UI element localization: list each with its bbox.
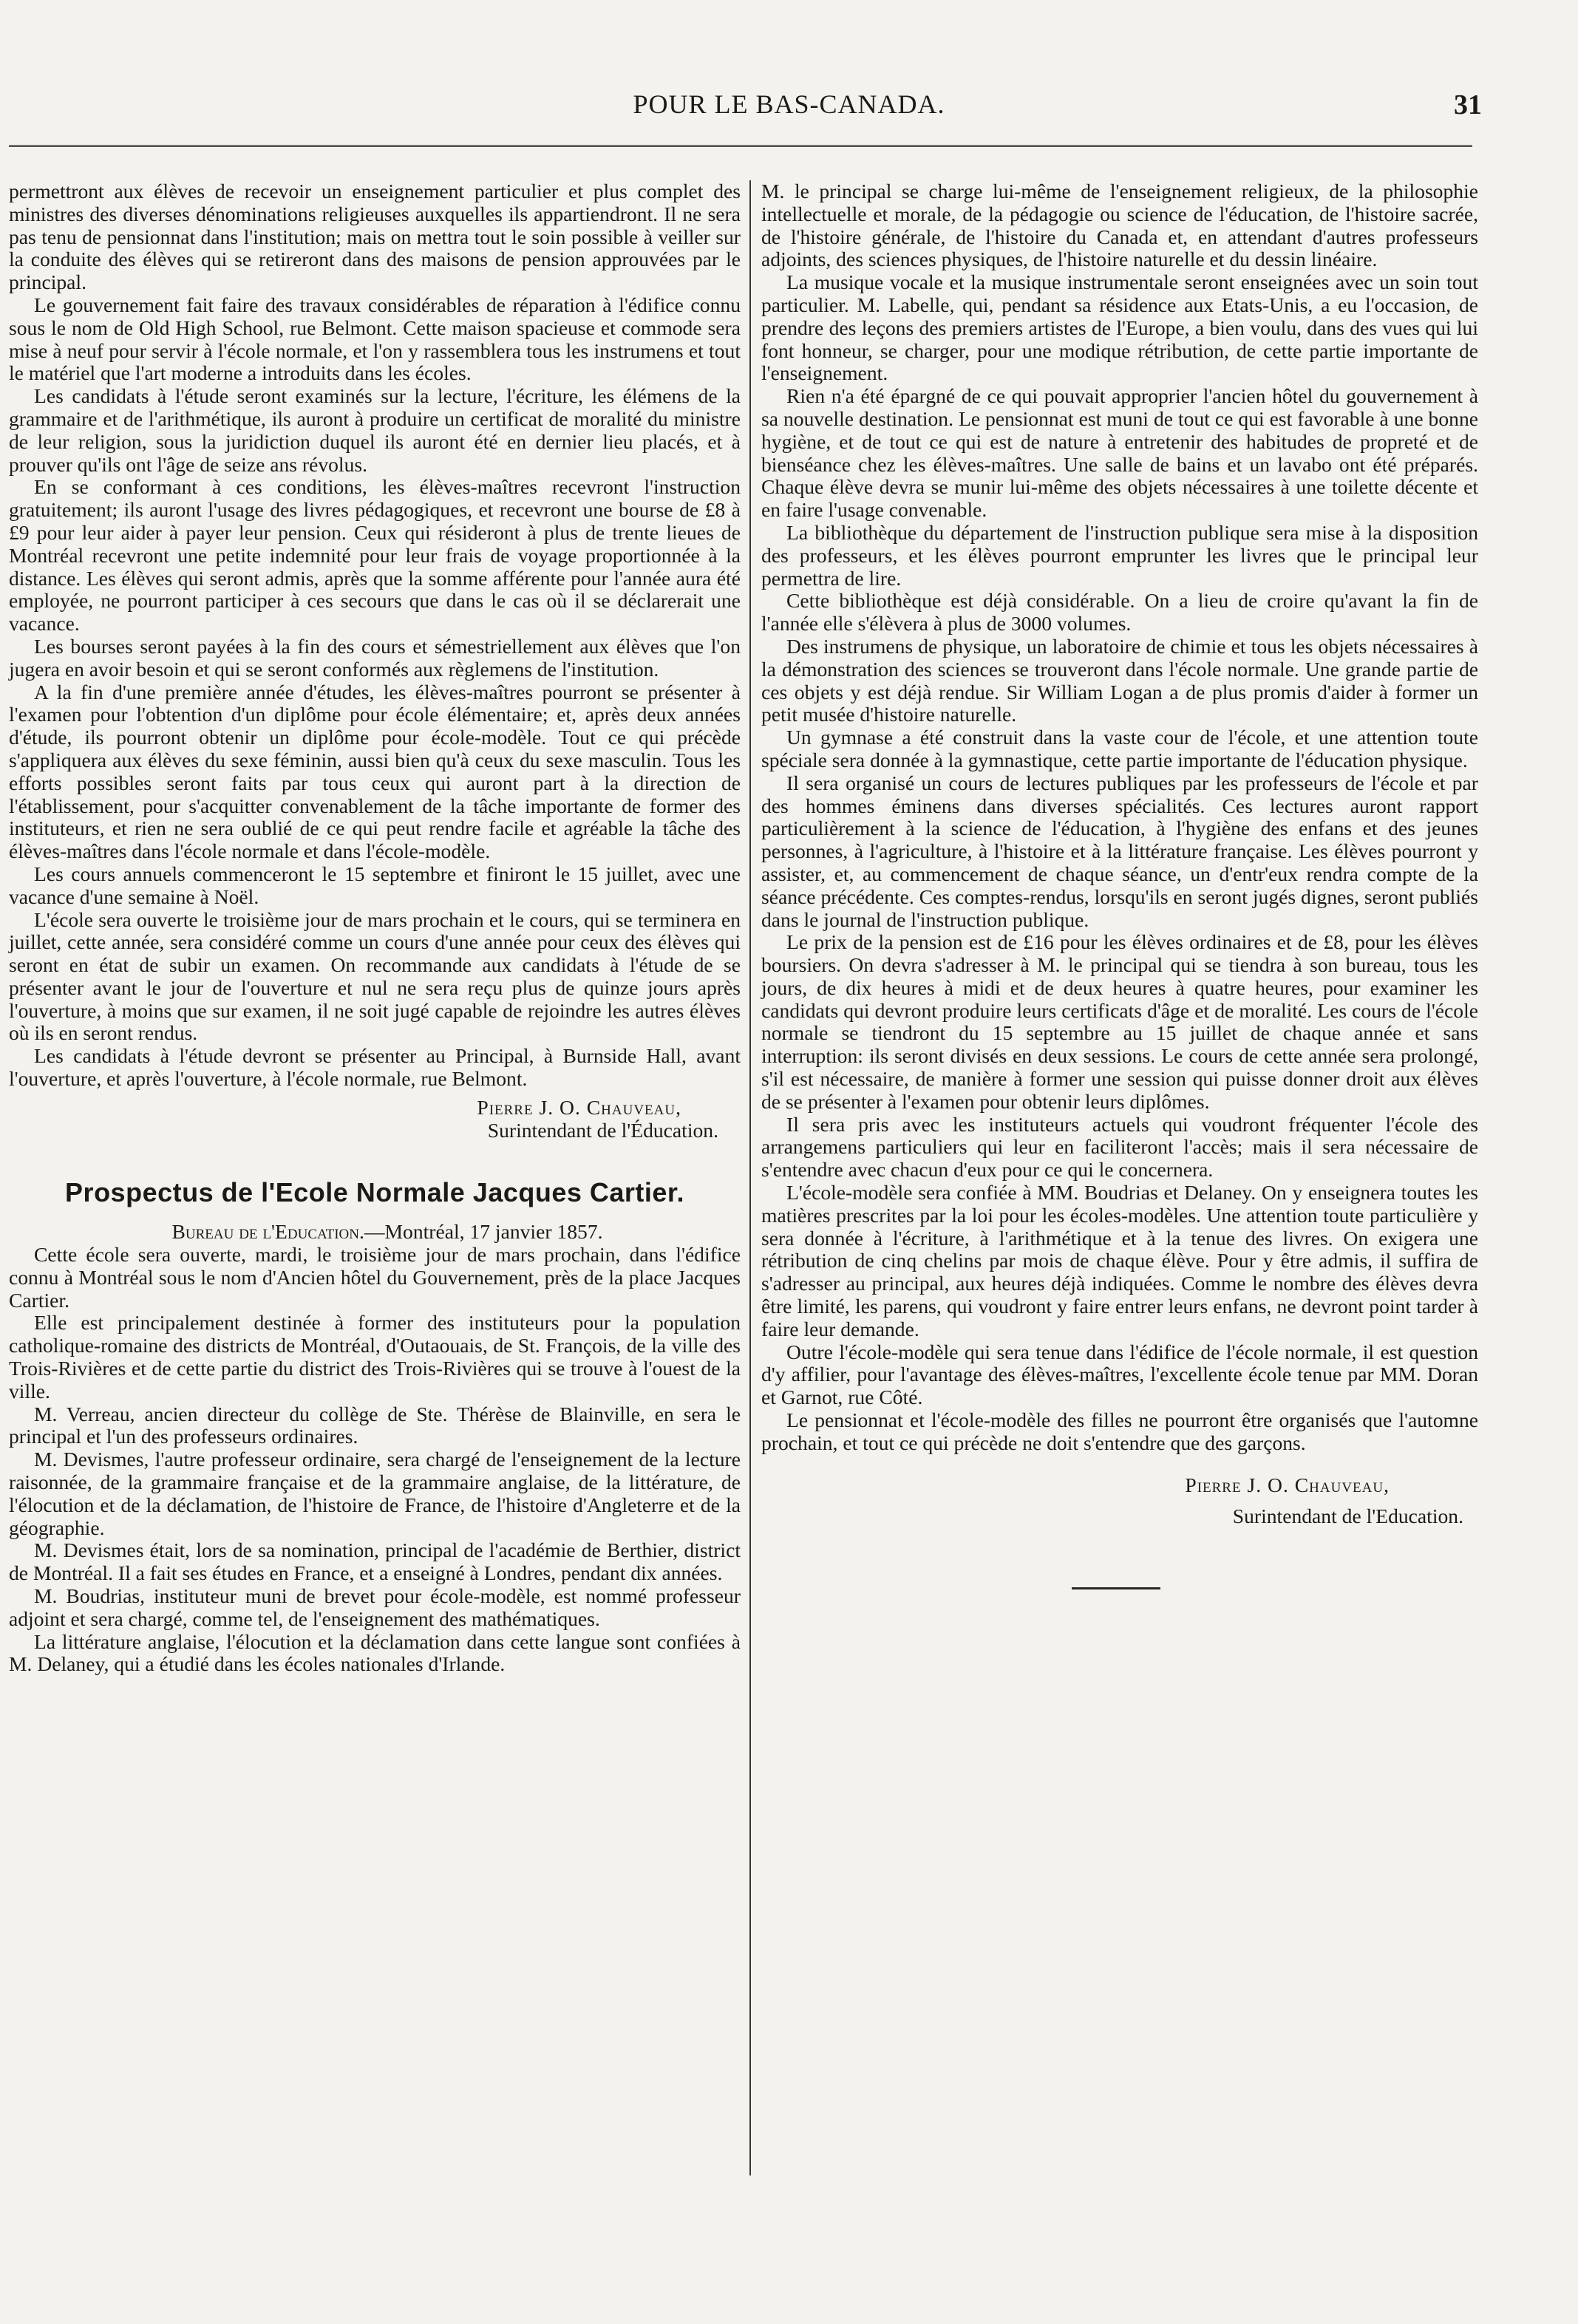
paragraph: Un gymnase a été construit dans la vaste cour de l'école, et une attention toute spéciale sera donnée à la gymnastique, cette partie importante de l'éducation physique. xyxy=(761,726,1478,771)
signature-block xyxy=(761,1474,1478,1529)
column-divider xyxy=(749,180,751,2175)
running-head xyxy=(0,89,1578,133)
paragraph: Il sera pris avec les instituteurs actuels qui voudront fréquenter l'école des arrangemens particuliers qui leur en faciliteront l'accès; mais il sera nécessaire de s'entendre avec chacun d'eux pour ce qui le concernera. xyxy=(761,1112,1478,1182)
dateline xyxy=(9,1221,741,1244)
paragraph: Cette bibliothèque est déjà considérable. On a lieu de croire qu'avant la fin de l'année elle s'élèvera à plus de 3000 volumes. xyxy=(761,589,1478,635)
signature-title: Surintendant de l'Éducation. xyxy=(487,1118,718,1142)
paragraph: Cette école sera ouverte, mardi, le troisième jour de mars prochain, dans l'édifice connu à Montréal sous le nom d'Ancien hôtel du Gouvernement, près de la place Jacques Cartier. xyxy=(9,1243,741,1312)
paragraph: Les cours annuels commenceront le 15 septembre et finiront le 15 juillet, avec une vacance d'une semaine à Noël. xyxy=(9,862,741,908)
paragraph: M. Boudrias, instituteur muni de brevet pour école-modèle, est nommé professeur adjoint et sera chargé, comme tel, de l'enseignement des mathématiques. xyxy=(9,1584,741,1630)
paragraph: M. Verreau, ancien directeur du collège de Ste. Thérèse de Blainville, en sera le principal et l'un des professeurs ordinaires. xyxy=(9,1402,741,1448)
paragraph: En se conformant à ces conditions, les élèves-maîtres recevront l'instruction gratuitement; ils auront l'usage des livres pédagogiques, et recevront une bourse de £8 à £9 pour leur aider à payer leur pension. Ceux qui résideront à plus de trente lieues de Montréal recevront une petite indemnité pour leur frais de voyage proportionnée à la distance. Les élèves qui seront admis, après que la somme afférente pour l'année aura été employée, ne pourront participer à ces secours que dans le cas où il se déclarerait une vacance. xyxy=(9,475,741,635)
paragraph: L'école-modèle sera confiée à MM. Boudrias et Delaney. On y enseignera toutes les matières prescrites par la loi pour les écoles-modèles. Une attention toute particulière y sera donnée à l'écriture, à l'arithmétique et à la tenue des livres. On exigera une rétribution de cinq chelins par mois de chaque élève. Pour y être admis, il suffira de s'adresser au principal, aux heures déjà indiquées. Comme le nombre des élèves devra être limité, les parens, qui voudront y faire entrer leurs enfans, ne devront point tarder à faire leur demande. xyxy=(761,1181,1478,1340)
paragraph: L'école sera ouverte le troisième jour de mars prochain et le cours, qui se terminera en juillet, cette année, sera considéré comme un cours d'une année pour ceux des élèves qui seront en état de subir un examen. On recommande aux candidats à l'étude de se présenter avant le jour de l'ouverture et nul ne sera reçu plus de quinze jours après l'ouverture, à moins que sur examen, il ne soit jugé capable de rejoindre les autres élèves où ils en seront rendus. xyxy=(9,907,741,1045)
header-rule xyxy=(9,145,1472,150)
paragraph: Le gouvernement fait faire des travaux considérables de réparation à l'édifice connu sous le nom de Old High School, rue Belmont. Cette maison spacieuse et commode sera mise à neuf pour servir à l'école normale, et l'on y rassemblera tous les instrumens et tout le matériel que l'art moderne a introduits dans les écoles. xyxy=(9,293,741,385)
paragraph: M. Devismes, l'autre professeur ordinaire, sera chargé de l'enseignement de la lecture raisonnée, de la grammaire française et de la grammaire anglaise, de la littérature, de l'élocution et de la déclamation, de l'histoire de France, de l'histoire d'Angleterre et de la géographie. xyxy=(9,1448,741,1539)
paragraph: permettront aux élèves de recevoir un enseignement particulier et plus complet des ministres des diverses dénominations religieuses auxquelles ils appartiendront. Il ne sera pas tenu de pensionnat dans l'institution; mais on mettra tout le soin possible à veiller sur la conduite des élèves qui se retireront dans des maisons de pension approuvées par le principal. xyxy=(9,180,741,294)
paragraph: Le pensionnat et l'école-modèle des filles ne pourront être organisés que l'automne prochain, et tout ce qui précède ne doit s'entendre que des garçons. xyxy=(761,1408,1478,1454)
paragraph: Le prix de la pension est de £16 pour les élèves ordinaires et de £8, pour les élèves boursiers. On devra s'adresser à M. le principal qui se tiendra à son bureau, tous les jours, de dix heures à midi et de deux heures à quatre heures, pour examiner les candidats qui devront produire leurs certificats d'âge et de moralité. Les cours de l'école normale se tiendront du 15 septembre au 15 juillet de chaque année et sans interruption: ils seront divisés en deux sessions. Le cours de cette année sera prolongé, s'il est nécessaire, de manière à former une session qui puisse donner droit aux élèves de se présenter à l'examen pour obtenir leurs diplômes. xyxy=(761,930,1478,1113)
paragraph: Rien n'a été épargné de ce qui pouvait approprier l'ancien hôtel du gouvernement à sa nouvelle destination. Le pensionnat est muni de tout ce qui est favorable à une bonne hygiène, et de tout ce qui est de nature à entretenir des habitudes de propreté et de bienséance chez les élèves-maîtres. Une salle de bains et un lavabo ont été préparés. Chaque élève devra se munir lui-même des objets nécessaires à une toilette décente et en faire l'usage convenable. xyxy=(761,384,1478,522)
paragraph: La musique vocale et la musique instrumentale seront enseignées avec un soin tout particulier. M. Labelle, qui, pendant sa résidence aux Etats-Unis, a eu l'occasion, de prendre des leçons des premiers artistes de l'Europe, a bien voulu, dans des vues qui lui font honneur, se charger, pour une modique rétribution, de cette partie importante de l'enseignement. xyxy=(761,270,1478,385)
paragraph: Les candidats à l'étude devront se présenter au Principal, à Burnside Hall, avant l'ouverture, et après l'ouverture, à l'école normale, rue Belmont. xyxy=(9,1044,741,1091)
paragraph: La littérature anglaise, l'élocution et la déclamation dans cette langue sont confiées à M. Delaney, qui a étudié dans les écoles nationales d'Irlande. xyxy=(9,1629,741,1676)
paragraph: A la fin d'une première année d'études, les élèves-maîtres pourront se présenter à l'examen pour l'obtention d'un diplôme pour école élémentaire; et, après deux années d'étude, ils pourront obtenir un diplôme pour école-modèle. Tout ce qui précède s'appliquera aux élèves du sexe féminin, aussi bien qu'à ceux du sexe masculin. Tous les efforts possibles seront faits par tous ceux qui auront part à la direction de l'établissement, pour s'acquitter convenablement de la tâche importante de former des instituteurs, et rien ne sera oublié de ce qui peut rendre facile et agréable la tâche des élèves-maîtres dans l'école normale et dans l'école-modèle. xyxy=(9,680,741,863)
paragraph: Outre l'école-modèle qui sera tenue dans l'édifice de l'école normale, il est question d'y affilier, pour l'avantage des élèves-maîtres, l'excellente école tenue par MM. Doran et Garnot, rue Côté. xyxy=(761,1340,1478,1409)
paragraph: Des instrumens de physique, un laboratoire de chimie et tous les objets nécessaires à la démonstration des sciences se trouveront dans l'école normale. Une grande partie de ces objets y est déjà rendue. Sir William Logan a de plus promis d'aider à former un petit musée d'histoire naturelle. xyxy=(761,634,1478,726)
dateline-date: —Montréal, 17 janvier 1857. xyxy=(364,1220,603,1244)
paragraph: M. Devismes était, lors de sa nomination, principal de l'académie de Berthier, district de Montréal. Il a fait ses études en France, et a enseigné à Londres, pendant dix années. xyxy=(9,1538,741,1585)
dateline-office: Bureau de l'Education. xyxy=(171,1220,364,1244)
signature-name: Pierre J. O. Chauveau, xyxy=(477,1095,681,1119)
running-title: POUR LE BAS-CANADA. xyxy=(633,89,945,119)
page-number: 31 xyxy=(1454,89,1482,120)
paragraph: M. le principal se charge lui-même de l'enseignement religieux, de la philosophie intellectuelle et morale, de la pédagogie ou science de l'éducation, de l'histoire sacrée, de l'histoire générale, de l'histoire du Canada et, en attendant d'autres professeurs adjoints, des sciences physiques, de l'histoire naturelle et du dessin linéaire. xyxy=(761,180,1478,271)
end-rule xyxy=(1072,1587,1160,1589)
paragraph: Les bourses seront payées à la fin des cours et sémestriellement aux élèves que l'on jugera en avoir besoin et qui se seront conformés aux règlemens de l'institution. xyxy=(9,634,741,681)
paragraph: Elle est principalement destinée à former des instituteurs pour la population catholique-romaine des districts de Montréal, d'Outaouais, de St. François, de la ville des Trois-Rivières et de cette partie du district des Trois-Rivières qui se trouve à l'ouest de la ville. xyxy=(9,1311,741,1403)
right-column xyxy=(761,180,1478,2057)
paragraph: Les candidats à l'étude seront examinés sur la lecture, l'écriture, les élémens de la grammaire et de l'arithmétique, ils auront à produire un certificat de moralité du ministre de leur religion, sous la juridiction duquel ils auront été en dernier lieu placés, et à prouver qu'ils ont l'âge de seize ans révolus. xyxy=(9,384,741,476)
left-column xyxy=(9,180,741,1676)
signature-title: Surintendant de l'Education. xyxy=(1232,1505,1463,1528)
signature-block xyxy=(9,1097,741,1142)
paragraph: La bibliothèque du département de l'instruction publique sera mise à la disposition des professeurs, et les élèves pourront emprunter les livres que le principal leur permettra de lire. xyxy=(761,520,1478,590)
signature-name: Pierre J. O. Chauveau, xyxy=(1185,1473,1390,1496)
prospectus-title: Prospectus de l'Ecole Normale Jacques Cartier. xyxy=(65,1177,684,1208)
paragraph: Il sera organisé un cours de lectures publiques par les professeurs de l'école et par des hommes éminens dans diverses spécialités. Ces lectures auront rapport particulièrement à la science de l'éducation, à l'hygiène des enfans et des jeunes personnes, à l'agriculture, à l'histoire et à la littérature française. Les élèves pourront y assister, et, au commencement de chaque séance, un d'entr'eux rendra compte de la séance précédente. Ces comptes-rendus, lorsqu'ils en seront jugés dignes, seront publiés dans le journal de l'instruction publique. xyxy=(761,771,1478,931)
